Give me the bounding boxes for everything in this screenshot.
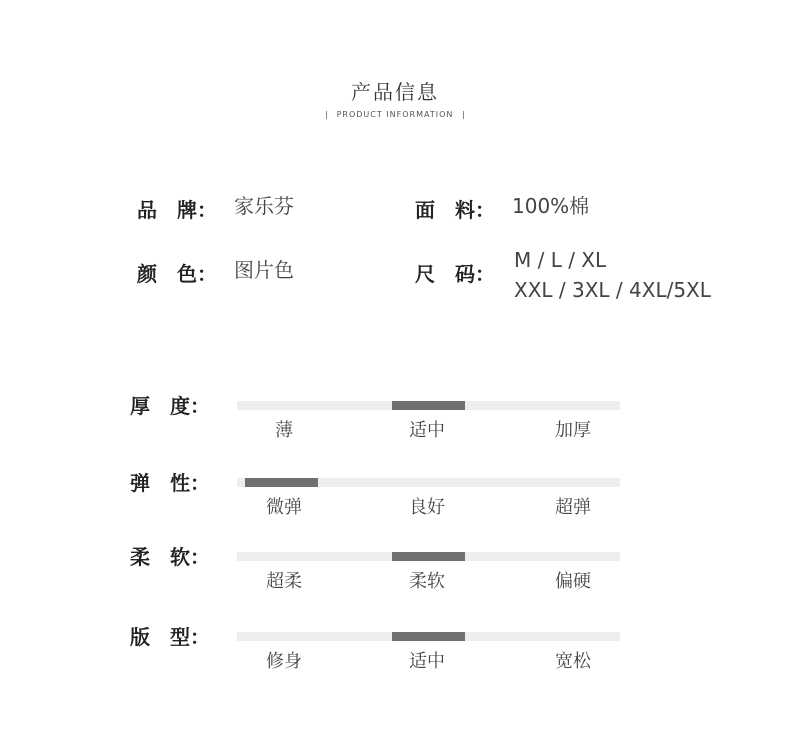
size-value-line1: M / L / XL (514, 248, 607, 272)
section-title: 产品信息 (351, 80, 439, 104)
brand-value: 家乐芬 (234, 194, 294, 218)
fabric-label: 面 料： (415, 198, 495, 222)
rating-option: 柔软 (409, 571, 445, 592)
rating-label: 厚 度： (130, 394, 210, 418)
section-subtitle-text: PRODUCT INFORMATION (336, 110, 454, 119)
rating-marker (392, 401, 465, 410)
rating-track (237, 478, 620, 487)
size-label: 尺 码： (415, 262, 495, 286)
section-subtitle (0, 110, 790, 119)
rating-option: 修身 (266, 651, 302, 672)
rating-label: 柔 软： (130, 545, 210, 569)
rating-option: 宽松 (555, 651, 591, 672)
rating-marker (392, 632, 465, 641)
rating-option: 超弹 (555, 497, 591, 518)
rating-track (237, 632, 620, 641)
rating-label: 版 型： (130, 625, 210, 649)
size-value-line2: XXL / 3XL / 4XL/5XL (514, 278, 711, 302)
rating-option: 超柔 (266, 571, 302, 592)
rating-option: 偏硬 (555, 571, 591, 592)
rating-option: 良好 (409, 497, 445, 518)
rating-option: 加厚 (555, 420, 591, 441)
rating-label: 弹 性： (130, 471, 210, 495)
rating-option: 适中 (409, 651, 445, 672)
brand-label: 品 牌： (137, 198, 217, 222)
fabric-value: 100%棉 (512, 194, 590, 218)
rating-option: 微弹 (266, 497, 302, 518)
divider-left (326, 111, 327, 119)
rating-option: 薄 (275, 420, 293, 441)
rating-track (237, 401, 620, 410)
rating-marker (245, 478, 318, 487)
color-value: 图片色 (234, 258, 294, 282)
rating-marker (392, 552, 465, 561)
rating-track (237, 552, 620, 561)
divider-right (463, 111, 464, 119)
rating-option: 适中 (409, 420, 445, 441)
color-label: 颜 色： (137, 262, 217, 286)
